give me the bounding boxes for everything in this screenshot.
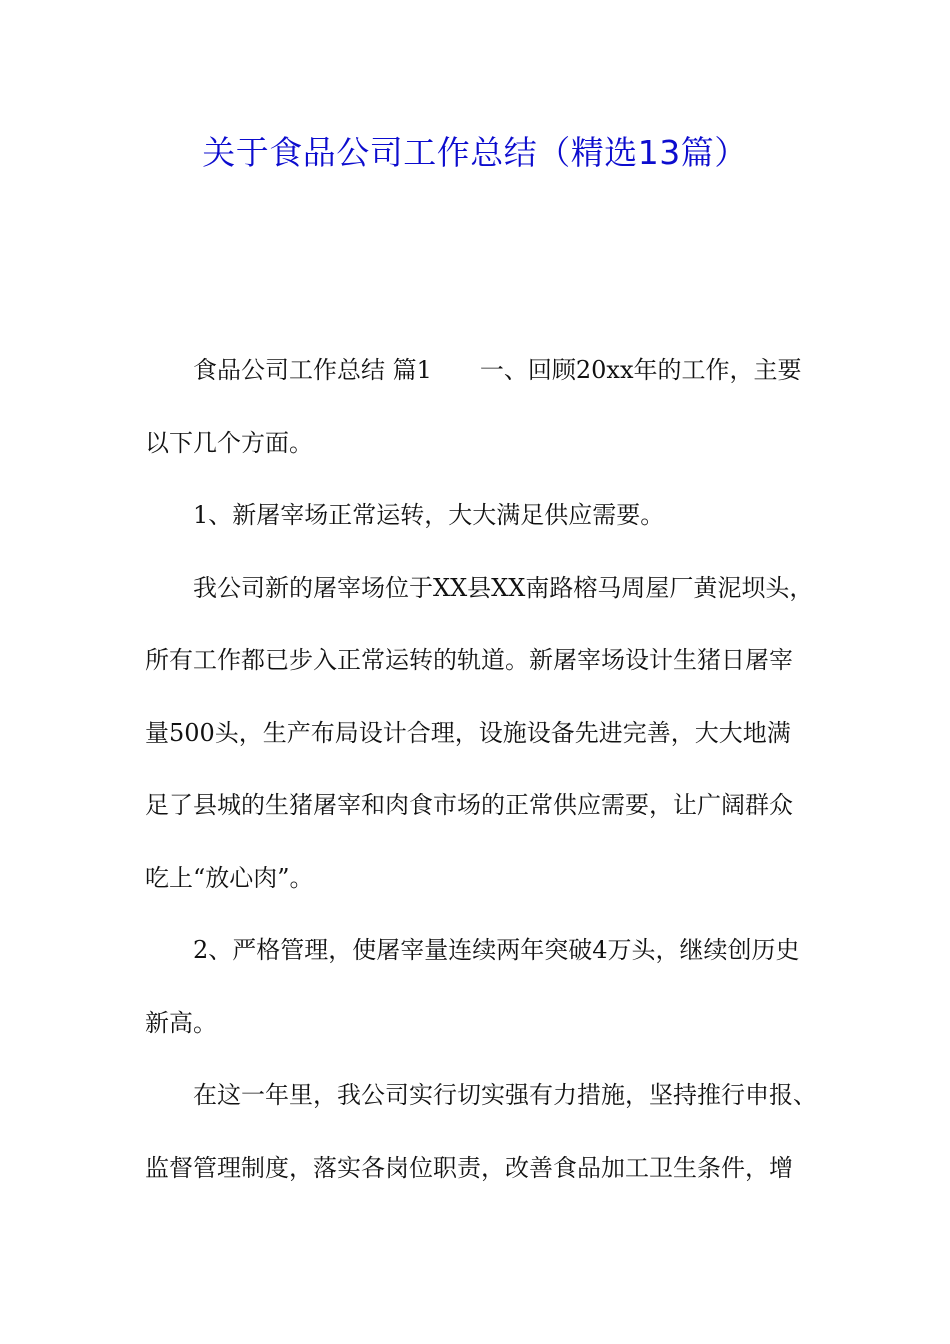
paragraph-line: 量500头，生产布局设计合理，设施设备先进完善，大大地满 (145, 718, 791, 747)
paragraph-line: 1、新屠宰场正常运转，大大满足供应需要。 (193, 501, 665, 529)
paragraph-line: 我公司新的屠宰场位于XX县XX南路榕马周屋厂黄泥坝头， (193, 573, 814, 602)
paragraph-line: 食品公司工作总结 篇1 一、回顾20xx年的工作，主要 (193, 356, 802, 384)
paragraph-line: 吃上“放心肉”。 (145, 863, 314, 892)
paragraph-line: 在这一年里，我公司实行切实强有力措施，坚持推行申报、 (193, 1081, 817, 1109)
paragraph-line: 足了县城的生猪屠宰和肉食市场的正常供应需要，让广阔群众 (145, 791, 793, 819)
paragraph-line: 监督管理制度，落实各岗位职责，改善食品加工卫生条件，增 (145, 1153, 793, 1182)
paragraph-line: 新高。 (145, 1008, 217, 1037)
paragraph-line: 2、严格管理，使屠宰量连续两年突破4万头，继续创历史 (193, 936, 800, 964)
document-title: 关于食品公司工作总结（精选13篇） (202, 133, 748, 172)
paragraph-line: 所有工作都已步入正常运转的轨道。新屠宰场设计生猪日屠宰 (145, 646, 793, 674)
document-body (145, 334, 815, 1204)
paragraph-line: 以下几个方面。 (145, 428, 313, 457)
